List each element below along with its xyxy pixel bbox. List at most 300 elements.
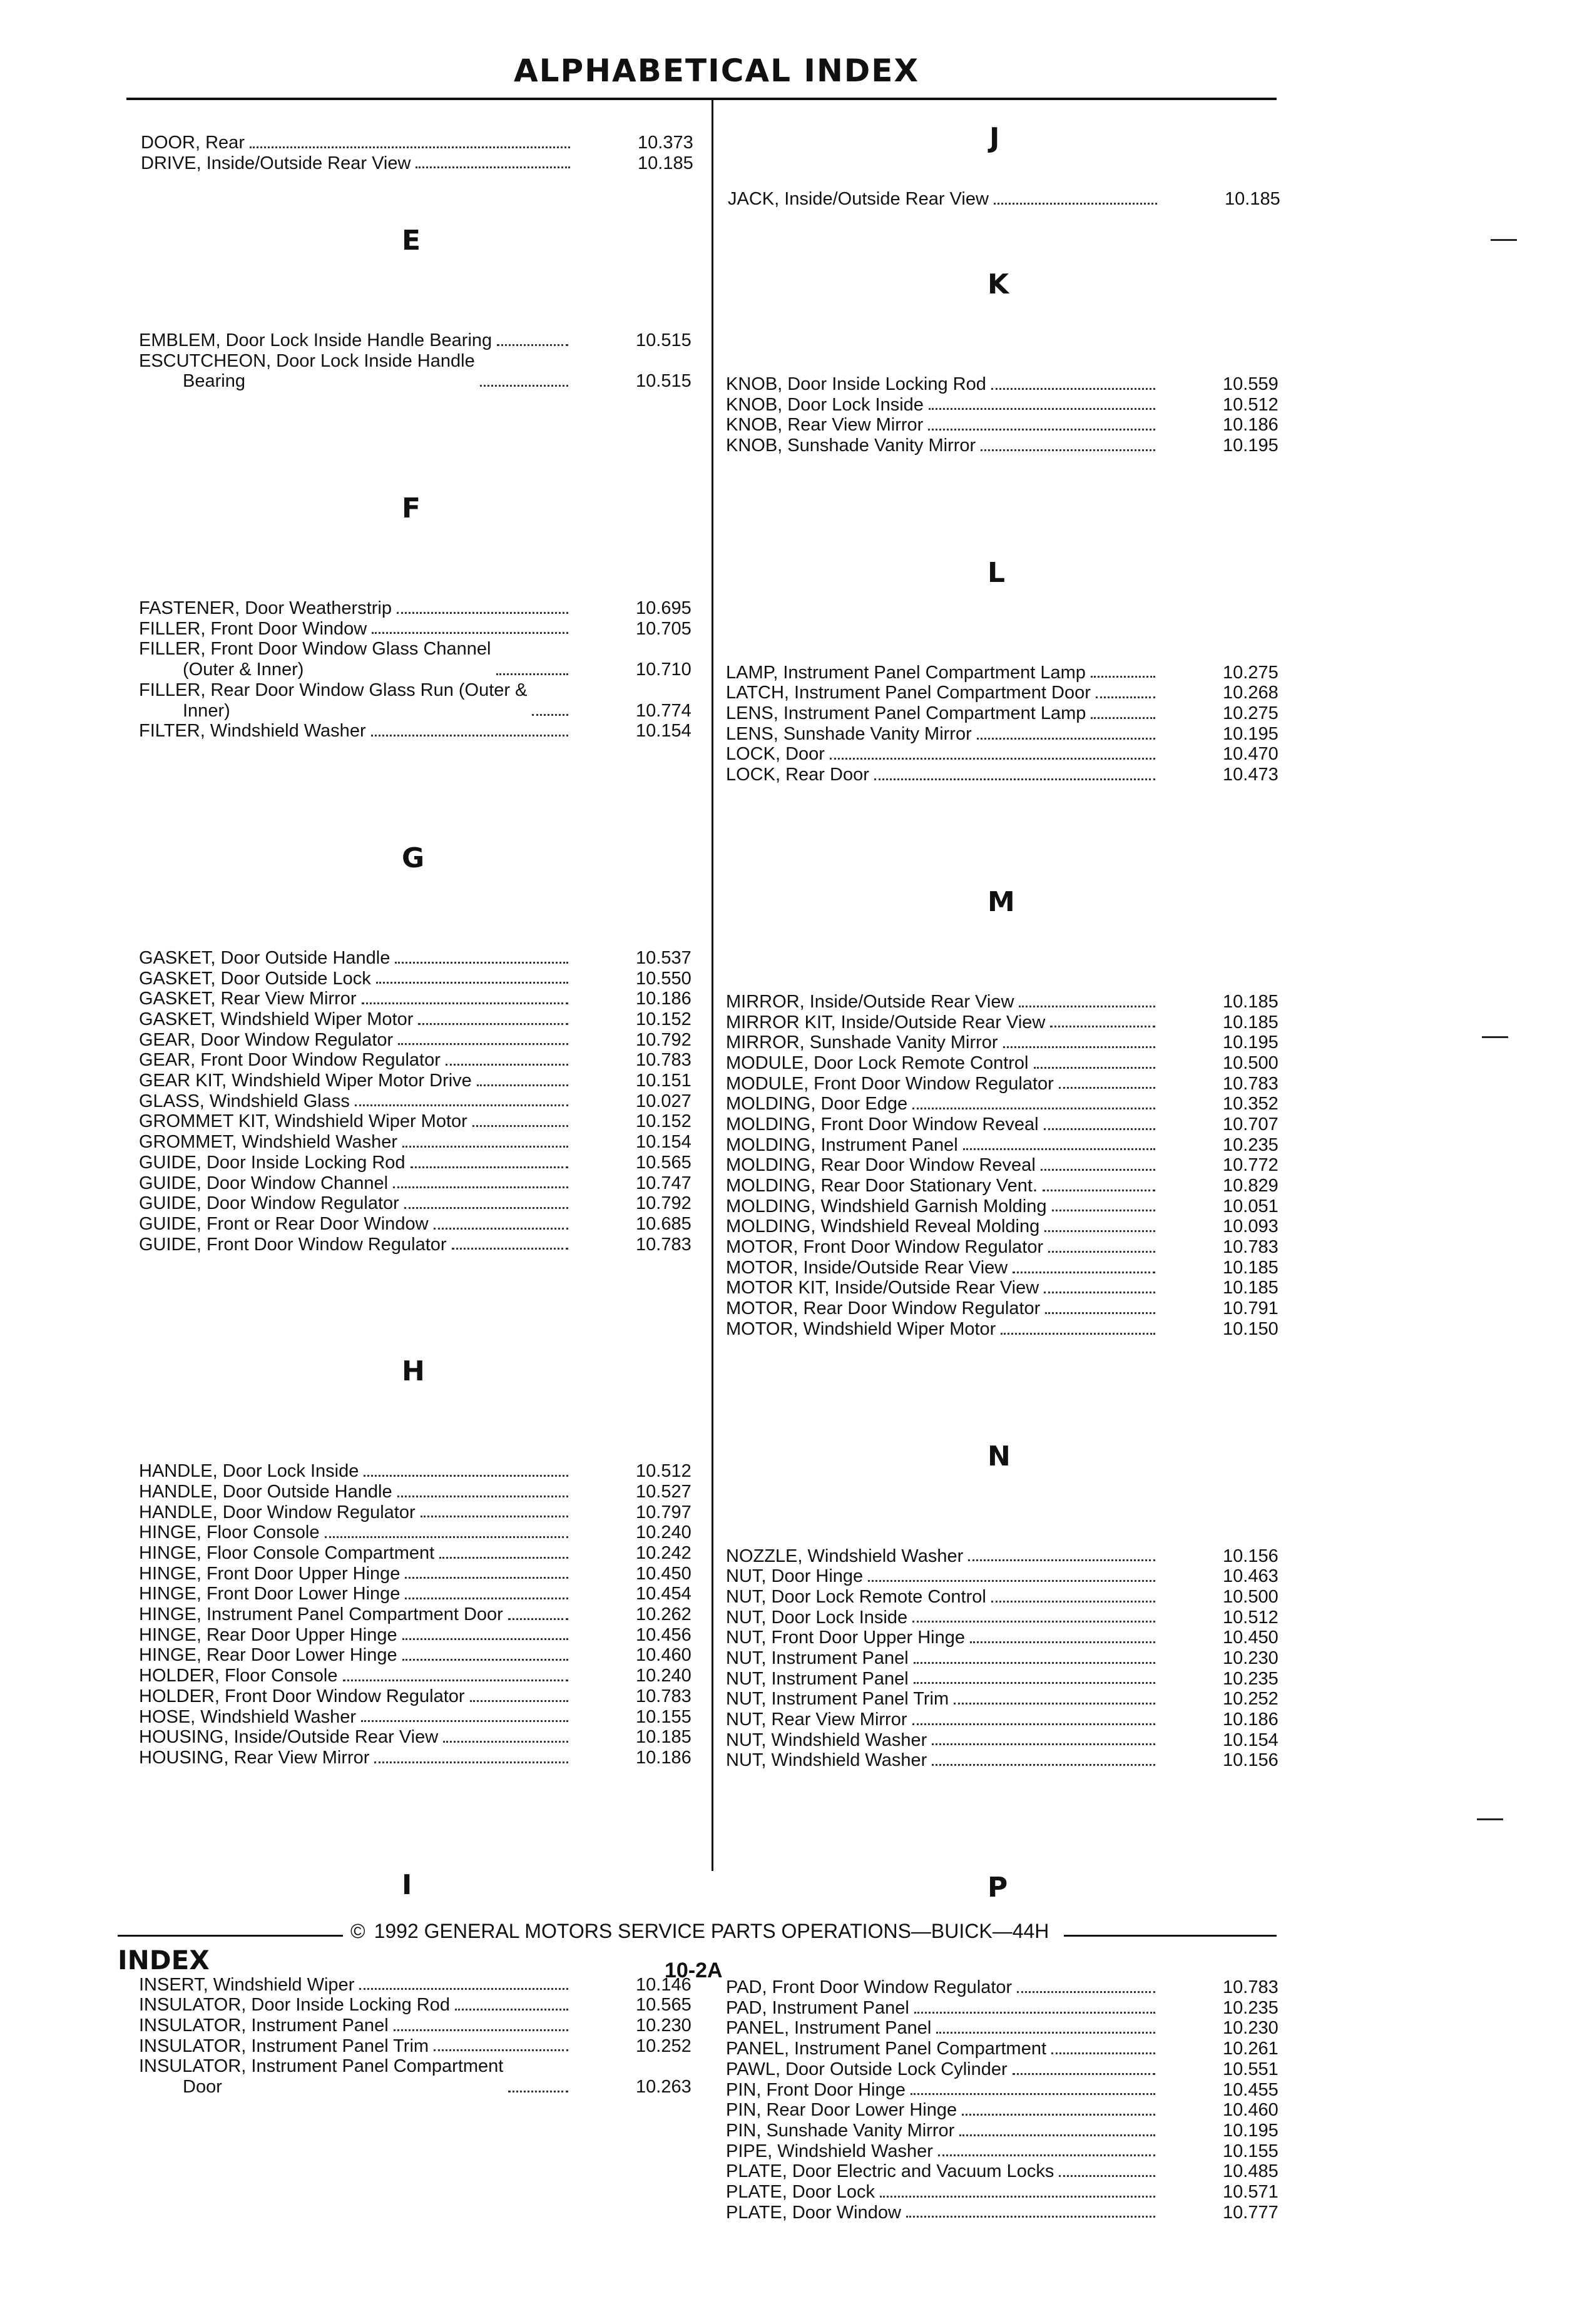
index-entry [726, 2203, 1293, 2223]
dot-leader [394, 2029, 568, 2031]
entry-name: NOZZLE, Windshield Washer [726, 1546, 964, 1566]
entry-name: NUT, Instrument Panel [726, 1648, 909, 1668]
index-entry [726, 2121, 1293, 2141]
dot-leader [395, 962, 568, 964]
index-entry [139, 1461, 704, 1482]
page-reference: 10.470 [1223, 744, 1278, 765]
entry-name: FASTENER, Door Weatherstrip [139, 598, 392, 619]
letter-heading: J [989, 122, 1000, 154]
dot-leader [1051, 2052, 1155, 2054]
page-reference: 10.707 [1223, 1114, 1278, 1134]
dot-leader [874, 778, 1155, 780]
page-reference: 10.792 [636, 1193, 691, 1214]
entry-name: NUT, Rear View Mirror [726, 1710, 907, 1730]
index-entry [726, 1628, 1293, 1648]
entry-name: NUT, Instrument Panel Trim [726, 1689, 949, 1710]
page-reference: 10.155 [1223, 2141, 1278, 2161]
dot-leader [1001, 1333, 1155, 1335]
copyright-text: 1992 GENERAL MOTORS SERVICE PARTS OPERATIONS—BUICK—44H [374, 1920, 1049, 1942]
entry-name: KNOB, Door Lock Inside [726, 394, 924, 415]
page-reference: 10.186 [636, 989, 691, 1009]
index-entry [139, 969, 704, 989]
index-entry [139, 1173, 704, 1194]
page-reference: 10.747 [636, 1173, 691, 1193]
index-entry [139, 721, 704, 742]
index-entry [139, 1502, 704, 1523]
entry-name: HOUSING, Rear View Mirror [139, 1747, 370, 1768]
page-reference: 10.195 [1223, 2120, 1278, 2141]
dot-leader [398, 1043, 568, 1045]
index-group [726, 374, 1293, 456]
entry-name: GROMMET, Windshield Washer [139, 1132, 398, 1153]
index-entry [726, 1114, 1293, 1135]
entry-name: DRIVE, Inside/Outside Rear View [141, 153, 411, 173]
index-entry [726, 2182, 1293, 2203]
page-reference: 10.710 [636, 660, 691, 680]
page-reference: 10.565 [636, 1995, 691, 2016]
entry-name: GROMMET KIT, Windshield Wiper Motor [139, 1111, 467, 1132]
entry-name: ESCUTCHEON, Door Lock Inside Handle [139, 350, 475, 371]
dot-leader [830, 758, 1155, 760]
index-entry [139, 598, 704, 619]
page-reference: 10.151 [636, 1071, 691, 1091]
entry-name: MIRROR, Sunshade Vanity Mirror [726, 1032, 998, 1053]
index-entry [726, 1977, 1293, 1998]
index-entry [139, 1995, 704, 2016]
entry-name: HINGE, Rear Door Lower Hinge [139, 1645, 397, 1666]
dot-leader [477, 1084, 568, 1086]
footer-section-label: INDEX [118, 1945, 210, 1975]
dot-leader [446, 1064, 568, 1066]
entry-name: LATCH, Instrument Panel Compartment Door [726, 683, 1091, 703]
index-entry [139, 1686, 704, 1707]
dot-leader [480, 385, 568, 387]
index-entry [726, 1546, 1293, 1567]
entry-name: HANDLE, Door Outside Handle [139, 1481, 392, 1502]
entry-name: HINGE, Front Door Upper Hinge [139, 1563, 401, 1584]
dot-leader [911, 2093, 1155, 2095]
index-entry [139, 1707, 704, 1728]
entry-name: NUT, Door Lock Remote Control [726, 1586, 986, 1607]
page-reference: 10.150 [1223, 1318, 1278, 1339]
letter-heading: P [987, 1872, 1008, 1904]
entry-name: GUIDE, Door Window Regulator [139, 1193, 399, 1214]
entry-name: GASKET, Door Outside Lock [139, 968, 371, 989]
dot-leader [962, 2114, 1155, 2116]
dot-leader [343, 1679, 569, 1681]
index-entry [726, 1196, 1293, 1217]
page-reference: 10.051 [1223, 1196, 1278, 1216]
dot-leader [981, 449, 1155, 451]
entry-name: DOOR, Rear [141, 132, 245, 153]
entry-name: MODULE, Door Lock Remote Control [726, 1052, 1029, 1073]
page-reference: 10.463 [1223, 1566, 1278, 1587]
page-reference: 10.186 [1223, 1710, 1278, 1730]
page-reference: 10.783 [1223, 1237, 1278, 1258]
entry-name: MOTOR, Rear Door Window Regulator [726, 1298, 1041, 1319]
page-reference: 10.460 [636, 1645, 691, 1666]
index-entry [728, 189, 1291, 210]
page-reference: 10.093 [1223, 1216, 1278, 1237]
page-reference: 10.027 [636, 1091, 691, 1111]
index-entry [726, 1998, 1293, 2019]
page-reference: 10.705 [636, 618, 691, 639]
index-entry [139, 1009, 704, 1030]
entry-name: MIRROR KIT, Inside/Outside Rear View [726, 1012, 1046, 1032]
entry-name: PIN, Sunshade Vanity Mirror [726, 2120, 955, 2141]
page-reference: 10.550 [636, 968, 691, 989]
dot-leader [250, 146, 570, 148]
dot-leader [991, 1601, 1155, 1603]
page-reference: 10.262 [636, 1604, 691, 1625]
entry-name: INSULATOR, Instrument Panel Trim [139, 2036, 429, 2056]
entry-name: GASKET, Rear View Mirror [139, 989, 357, 1009]
page-reference: 10.185 [1223, 991, 1278, 1012]
dot-leader [455, 2009, 568, 2011]
margin-tick [1491, 239, 1517, 241]
dot-leader [968, 1559, 1155, 1561]
page-reference: 10.195 [1223, 436, 1278, 456]
page-reference: 10.512 [1223, 394, 1278, 415]
page-reference: 10.783 [636, 1686, 691, 1706]
entry-name: KNOB, Door Inside Locking Rod [726, 374, 986, 394]
page-reference: 10.537 [636, 947, 691, 968]
index-group [139, 948, 704, 1255]
entry-name: MOLDING, Instrument Panel [726, 1134, 958, 1155]
footer-copyright [350, 1920, 1049, 1943]
index-group [139, 598, 704, 742]
dot-leader [912, 1723, 1155, 1725]
page-reference: 10.783 [1223, 1977, 1278, 1998]
page-reference: 10.152 [636, 1111, 691, 1132]
entry-name: PIN, Front Door Hinge [726, 2079, 906, 2100]
index-entry [726, 1298, 1293, 1319]
page-reference: 10.454 [636, 1584, 691, 1604]
entry-name: PLATE, Door Electric and Vacuum Locks [726, 2161, 1054, 2182]
dot-leader [434, 1228, 568, 1230]
dot-leader [1045, 1312, 1155, 1314]
page-reference: 10.230 [636, 2015, 691, 2036]
page-reference: 10.275 [1223, 662, 1278, 683]
dot-leader [397, 1496, 568, 1497]
dot-leader [470, 1700, 568, 1702]
footer-rule-left [118, 1935, 343, 1937]
index-group [139, 1975, 704, 2097]
dot-leader [928, 429, 1155, 431]
dot-leader [963, 1148, 1155, 1150]
index-group [728, 189, 1291, 210]
index-entry [139, 330, 704, 351]
entry-name: MOLDING, Windshield Garnish Molding [726, 1196, 1047, 1216]
page-reference: 10.154 [1223, 1730, 1278, 1750]
page-reference: 10.551 [1223, 2059, 1278, 2079]
index-entry [726, 436, 1293, 456]
index-entry [139, 1584, 704, 1604]
index-entry [139, 1564, 704, 1584]
dot-leader [1048, 1251, 1155, 1253]
page-reference: 10.500 [1223, 1586, 1278, 1607]
entry-name: GUIDE, Front or Rear Door Window [139, 1213, 429, 1234]
page-reference: 10.783 [636, 1234, 691, 1255]
index-entry [726, 1689, 1293, 1710]
index-entry [726, 2019, 1293, 2039]
page-reference: 10.154 [636, 721, 691, 742]
index-entry [726, 1648, 1293, 1669]
entry-name: PAD, Instrument Panel [726, 1997, 909, 2018]
entry-name-continued: Door [183, 2077, 222, 2097]
page-reference: 10.515 [636, 371, 691, 392]
dot-leader [1096, 696, 1155, 698]
entry-name: PLATE, Door Window [726, 2202, 901, 2223]
entry-name: HINGE, Rear Door Upper Hinge [139, 1624, 397, 1645]
entry-name: PANEL, Instrument Panel [726, 2018, 932, 2039]
entry-name: INSERT, Windshield Wiper [139, 1974, 355, 1995]
dot-leader [994, 203, 1157, 205]
index-entry [139, 1666, 704, 1686]
page-reference: 10.186 [1223, 415, 1278, 436]
dot-leader [393, 1186, 568, 1188]
index-entry [726, 1135, 1293, 1156]
page-reference: 10.571 [1223, 2181, 1278, 2202]
dot-leader [912, 1108, 1155, 1109]
dot-leader [411, 1166, 568, 1168]
entry-name: MOLDING, Rear Door Stationary Vent. [726, 1176, 1038, 1196]
index-entry [726, 1237, 1293, 1258]
dot-leader [472, 1125, 568, 1127]
entry-name: HOLDER, Front Door Window Regulator [139, 1686, 465, 1706]
index-entry [139, 1153, 704, 1173]
entry-name: PIN, Rear Door Lower Hinge [726, 2100, 957, 2121]
dot-leader [932, 1764, 1155, 1766]
page-reference: 10.156 [1223, 1750, 1278, 1771]
page-reference: 10.252 [636, 2036, 691, 2056]
page-reference: 10.154 [636, 1132, 691, 1153]
index-entry [139, 1975, 704, 1995]
page-reference: 10.155 [636, 1706, 691, 1727]
page-reference: 10.774 [636, 700, 691, 721]
index-entry [139, 2016, 704, 2036]
dot-leader [1059, 2175, 1155, 2177]
entry-name: PLATE, Door Lock [726, 2181, 875, 2202]
entry-name: GUIDE, Door Inside Locking Rod [139, 1152, 406, 1173]
dot-leader [496, 673, 569, 675]
entry-name-continued: Inner) [183, 700, 230, 721]
page-reference: 10.185 [638, 153, 693, 173]
entry-name: FILLER, Front Door Window [139, 618, 367, 639]
page-reference: 10.455 [1223, 2079, 1278, 2100]
dot-leader [991, 388, 1155, 390]
index-entry [726, 703, 1293, 724]
entry-name: MODULE, Front Door Window Regulator [726, 1073, 1054, 1094]
index-entry [726, 395, 1293, 415]
dot-leader [355, 1104, 568, 1106]
page-reference: 10.275 [1223, 703, 1278, 724]
dot-leader [374, 1761, 568, 1763]
index-entry [726, 1216, 1293, 1237]
entry-name: NUT, Door Hinge [726, 1566, 864, 1587]
index-entry [726, 2141, 1293, 2162]
index-entry [726, 1566, 1293, 1587]
index-entry [726, 663, 1293, 683]
dot-leader [880, 2196, 1155, 2198]
letter-heading: M [987, 885, 1015, 918]
index-entry [139, 1111, 704, 1132]
page-reference: 10.456 [636, 1624, 691, 1645]
index-entry [139, 2056, 704, 2097]
letter-heading: K [987, 268, 1009, 300]
index-entry [139, 1050, 704, 1071]
entry-name: PIPE, Windshield Washer [726, 2141, 933, 2161]
dot-leader [402, 1638, 568, 1640]
page-reference: 10.792 [636, 1029, 691, 1050]
index-entry [139, 619, 704, 640]
index-entry [139, 639, 704, 680]
index-entry [139, 1193, 704, 1214]
dot-leader [1091, 676, 1155, 678]
page-reference: 10.473 [1223, 765, 1278, 785]
dot-leader [439, 1557, 568, 1559]
index-entry [726, 1710, 1293, 1730]
index-entry [139, 1748, 704, 1768]
page-reference: 10.512 [1223, 1607, 1278, 1628]
page-reference: 10.695 [636, 598, 691, 619]
page-reference: 10.352 [1223, 1094, 1278, 1114]
index-entry [726, 1608, 1293, 1628]
page-reference: 10.195 [1223, 1032, 1278, 1053]
dot-leader [938, 2154, 1155, 2156]
index-group [726, 663, 1293, 785]
page-reference: 10.185 [1223, 1278, 1278, 1298]
index-entry [139, 1030, 704, 1051]
dot-leader [970, 1641, 1155, 1643]
entry-name: MOTOR KIT, Inside/Outside Rear View [726, 1278, 1039, 1298]
dot-leader [497, 344, 568, 346]
index-entry [726, 374, 1293, 395]
index-entry [141, 153, 704, 174]
page-reference: 10.783 [636, 1050, 691, 1071]
letter-heading: N [987, 1440, 1011, 1472]
page-reference: 10.373 [638, 132, 693, 153]
entry-name: GUIDE, Door Window Channel [139, 1173, 389, 1193]
page-reference: 10.829 [1223, 1176, 1278, 1196]
dot-leader [404, 1207, 568, 1209]
dot-leader [397, 612, 568, 614]
entry-name: HOUSING, Inside/Outside Rear View [139, 1727, 439, 1748]
entry-name-continued: Bearing [183, 371, 245, 392]
page-reference: 10.263 [636, 2077, 691, 2097]
page-reference: 10.772 [1223, 1155, 1278, 1176]
entry-name-continued: (Outer & Inner) [183, 660, 304, 680]
entry-name: GEAR KIT, Windshield Wiper Motor Drive [139, 1071, 472, 1091]
entry-name: HOLDER, Floor Console [139, 1666, 338, 1686]
entry-name: MIRROR, Inside/Outside Rear View [726, 991, 1014, 1012]
entry-name: HINGE, Floor Console [139, 1522, 320, 1543]
entry-name: MOTOR, Windshield Wiper Motor [726, 1318, 996, 1339]
entry-name: NUT, Instrument Panel [726, 1668, 909, 1689]
dot-leader [1041, 1169, 1155, 1171]
entry-name: LOCK, Rear Door [726, 765, 869, 785]
page-reference: 10.235 [1223, 1668, 1278, 1689]
margin-tick [1477, 1818, 1503, 1820]
index-entry [726, 765, 1293, 785]
entry-name: NUT, Windshield Washer [726, 1750, 927, 1771]
index-entry [139, 1522, 704, 1543]
dot-leader [1034, 1067, 1156, 1069]
entry-name: FILLER, Front Door Window Glass Channel [139, 639, 491, 660]
entry-name: LENS, Instrument Panel Compartment Lamp [726, 703, 1086, 724]
dot-leader [959, 2134, 1155, 2136]
dot-leader [914, 1682, 1155, 1684]
index-entry [726, 1587, 1293, 1608]
dot-leader [361, 1720, 568, 1722]
page-reference: 10.777 [1223, 2202, 1278, 2223]
page-reference: 10.230 [1223, 2018, 1278, 2039]
page-reference: 10.240 [636, 1522, 691, 1543]
index-entry [726, 992, 1293, 1012]
index-entry [139, 1625, 704, 1646]
dot-leader [1003, 1046, 1155, 1048]
index-entry [726, 1669, 1293, 1689]
page-reference: 10.185 [1223, 1012, 1278, 1032]
title-rule [126, 98, 1277, 100]
dot-leader [402, 1659, 568, 1661]
dot-leader [359, 1988, 568, 1990]
entry-name: HOSE, Windshield Washer [139, 1706, 357, 1727]
page-reference: 10.685 [636, 1213, 691, 1234]
index-entry [726, 724, 1293, 745]
dot-leader [906, 2216, 1155, 2218]
page-reference: 10.500 [1223, 1052, 1278, 1073]
column-divider [712, 100, 713, 1871]
entry-name: HINGE, Instrument Panel Compartment Door [139, 1604, 503, 1625]
right-column [726, 269, 1293, 2324]
index-entry [139, 1132, 704, 1153]
entry-name: MOLDING, Windshield Reveal Molding [726, 1216, 1040, 1237]
dot-leader [932, 1743, 1155, 1745]
page-reference: 10.261 [1223, 2039, 1278, 2059]
entry-name: INSULATOR, Instrument Panel [139, 2015, 389, 2036]
index-entry [139, 1543, 704, 1564]
entry-name: EMBLEM, Door Lock Inside Handle Bearing [139, 330, 492, 350]
dot-leader [1043, 1190, 1155, 1191]
entry-name: HANDLE, Door Lock Inside [139, 1461, 359, 1482]
index-entry [726, 1750, 1293, 1771]
index-entry [139, 989, 704, 1009]
dot-leader [371, 735, 568, 736]
index-entry [139, 351, 704, 392]
index-entry [726, 415, 1293, 436]
dot-leader [929, 408, 1155, 410]
dot-leader [936, 2032, 1155, 2034]
dot-leader [532, 714, 568, 716]
index-entry [726, 1053, 1293, 1074]
entry-name: HANDLE, Door Window Regulator [139, 1502, 416, 1522]
page-reference: 10.527 [636, 1481, 691, 1502]
index-entry [139, 1071, 704, 1091]
left-column [139, 225, 704, 2199]
dot-leader [914, 1662, 1155, 1664]
dot-leader [914, 2012, 1155, 2014]
entry-name: NUT, Windshield Washer [726, 1730, 927, 1750]
index-entry [726, 2161, 1293, 2182]
dot-leader [954, 1703, 1155, 1705]
margin-tick [1482, 1036, 1508, 1038]
index-entry [726, 2080, 1293, 2101]
footer-rule-right [1064, 1935, 1277, 1937]
index-entry [726, 2100, 1293, 2121]
dot-leader [405, 1598, 568, 1599]
dot-leader [1044, 1128, 1155, 1130]
